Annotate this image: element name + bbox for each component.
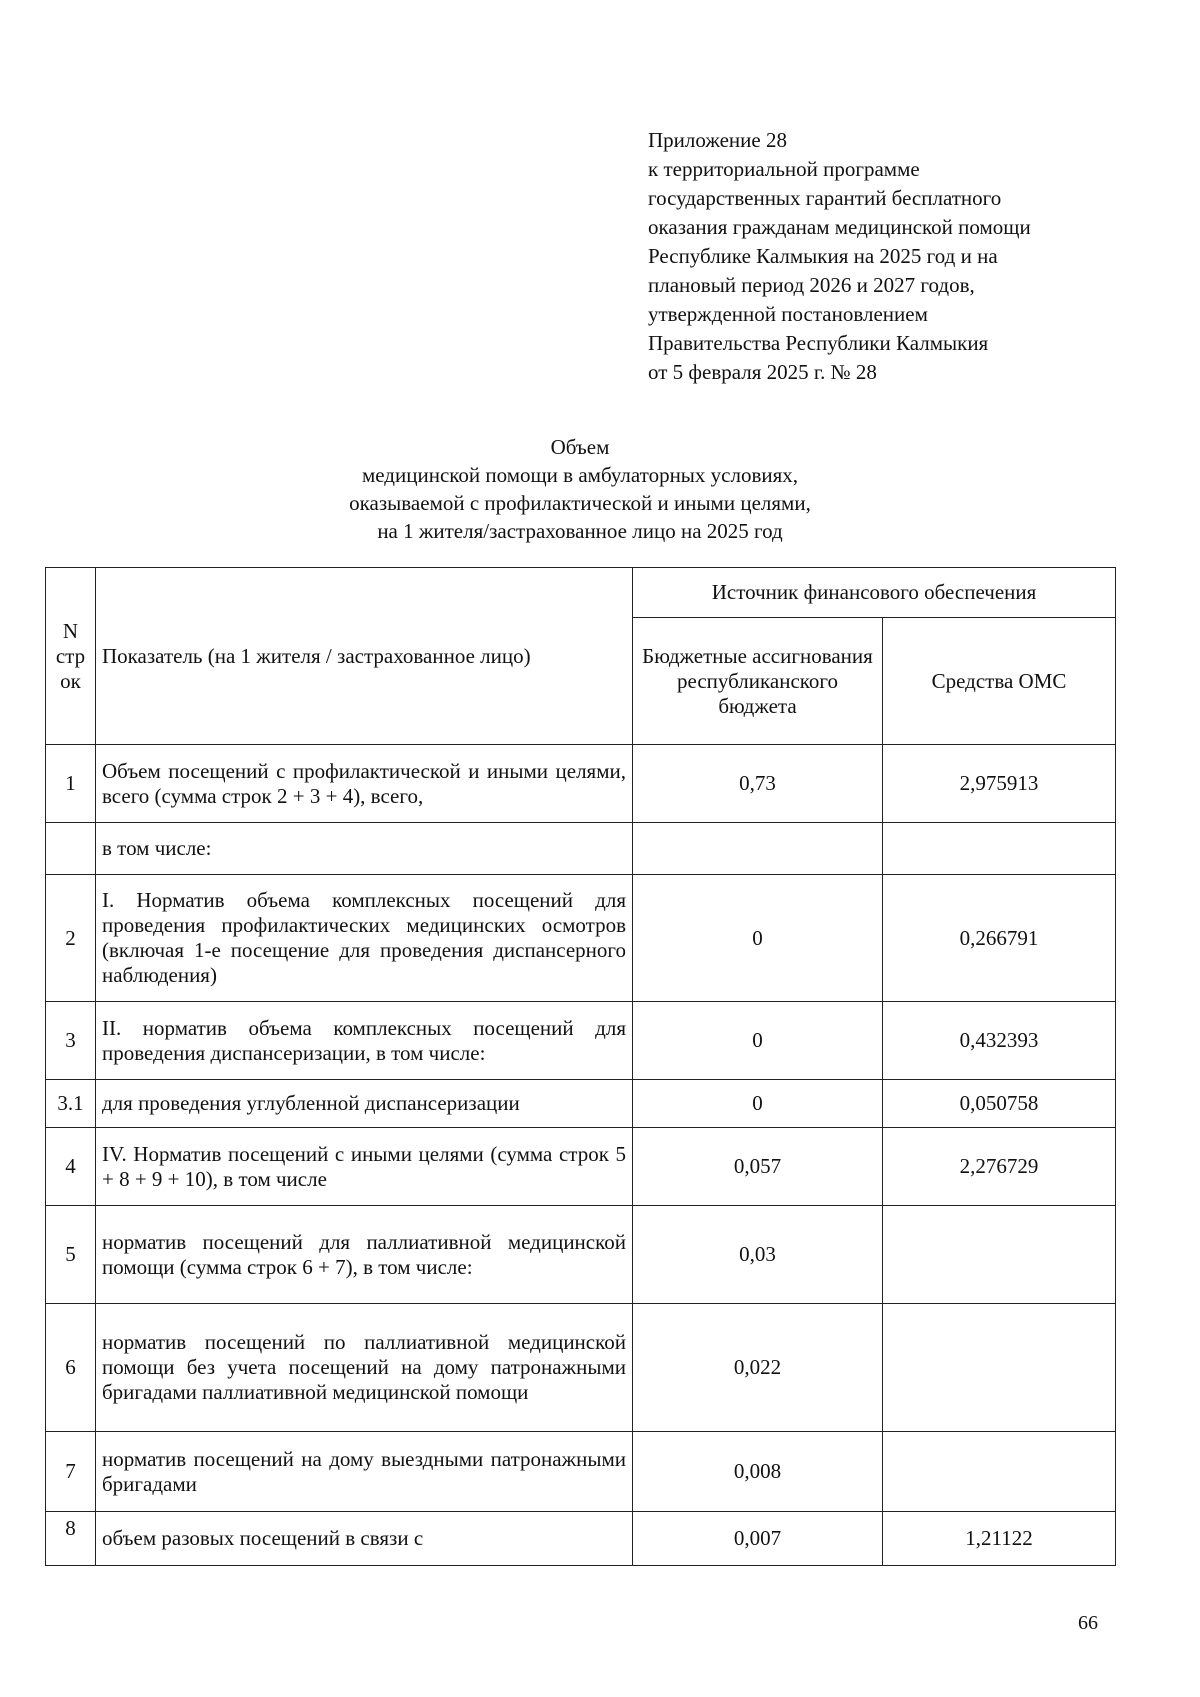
page-number: 66: [1078, 1612, 1098, 1634]
row-oms-value: 0,432393: [883, 1002, 1116, 1080]
row-indicator: в том числе:: [96, 823, 633, 875]
row-indicator: объем разовых посещений в связи с: [96, 1512, 633, 1566]
appendix-block: [648, 126, 1118, 387]
appendix-line: Правительства Республики Калмыкия: [648, 331, 989, 355]
appendix-line: плановый период 2026 и 2027 годов,: [648, 273, 975, 297]
appendix-line: оказания гражданам медицинской помощи: [648, 215, 1031, 239]
table-row: [46, 1304, 1116, 1432]
appendix-line: государственных гарантий бесплатного: [648, 186, 1002, 210]
row-number: 6: [46, 1304, 96, 1432]
title-line: Объем: [550, 435, 610, 459]
row-oms-value: 0,050758: [883, 1080, 1116, 1128]
table-header-row: [46, 568, 1116, 618]
header-row-number: N стр ок: [46, 568, 96, 745]
row-number: 8: [46, 1512, 96, 1566]
header-budget: Бюджетные ассигнования республиканского бюджета: [633, 618, 883, 745]
volume-table: [45, 567, 1116, 1566]
header-oms: Средства ОМС: [883, 618, 1116, 745]
row-budget-value: 0,007: [633, 1512, 883, 1566]
table-row: [46, 1002, 1116, 1080]
row-budget-value: 0,03: [633, 1206, 883, 1304]
appendix-line: Приложение 28: [648, 128, 787, 152]
document-title: [240, 433, 920, 545]
header-funding-source: Источник финансового обеспечения: [633, 568, 1116, 618]
row-indicator: Объем посещений с профилактической и иными целями, всего (сумма строк 2 + 3 + 4), всего,: [96, 745, 633, 823]
title-line: медицинской помощи в амбулаторных условиях,: [361, 463, 799, 487]
row-oms-value: [883, 1304, 1116, 1432]
row-number: 2: [46, 875, 96, 1002]
table-row: [46, 1206, 1116, 1304]
row-number: 4: [46, 1128, 96, 1206]
row-budget-value: 0,022: [633, 1304, 883, 1432]
row-budget-value: 0: [633, 1002, 883, 1080]
row-number: [46, 823, 96, 875]
row-budget-value: 0,057: [633, 1128, 883, 1206]
row-number: 3.1: [46, 1080, 96, 1128]
row-indicator: II. норматив объема комплексных посещений для проведения диспансеризации, в том числе:: [96, 1002, 633, 1080]
row-oms-value: 1,21122: [883, 1512, 1116, 1566]
row-budget-value: 0,008: [633, 1432, 883, 1512]
row-indicator: норматив посещений для паллиативной медицинской помощи (сумма строк 6 + 7), в том числе:: [96, 1206, 633, 1304]
row-oms-value: [883, 823, 1116, 875]
table-row: [46, 1512, 1116, 1566]
row-oms-value: 0,266791: [883, 875, 1116, 1002]
row-indicator: для проведения углубленной диспансеризации: [96, 1080, 633, 1128]
appendix-line: Республике Калмыкия на 2025 год и на: [648, 244, 998, 268]
row-budget-value: 0: [633, 1080, 883, 1128]
row-number: 7: [46, 1432, 96, 1512]
row-budget-value: [633, 823, 883, 875]
header-indicator: Показатель (на 1 жителя / застрахованное лицо): [96, 568, 633, 745]
row-oms-value: 2,276729: [883, 1128, 1116, 1206]
row-indicator: I. Норматив объема комплексных посещений для проведения профилактических медицинских осмотров (включая 1-е посещение для проведения диспансерного наблюдения): [96, 875, 633, 1002]
row-oms-value: [883, 1432, 1116, 1512]
row-number: 3: [46, 1002, 96, 1080]
title-line: на 1 жителя/застрахованное лицо на 2025 год: [377, 519, 783, 543]
appendix-line: к территориальной программе: [648, 157, 920, 181]
appendix-line: от 5 февраля 2025 г. № 28: [648, 360, 877, 384]
row-indicator: норматив посещений по паллиативной медицинской помощи без учета посещений на дому патронажными бригадами паллиативной медицинской помощи: [96, 1304, 633, 1432]
row-oms-value: 2,975913: [883, 745, 1116, 823]
row-indicator: IV. Норматив посещений с иными целями (сумма строк 5 + 8 + 9 + 10), в том числе: [96, 1128, 633, 1206]
row-number: 5: [46, 1206, 96, 1304]
row-number: 1: [46, 745, 96, 823]
row-indicator: норматив посещений на дому выездными патронажными бригадами: [96, 1432, 633, 1512]
table-row: [46, 823, 1116, 875]
table-row: [46, 875, 1116, 1002]
table-row: [46, 1080, 1116, 1128]
row-budget-value: 0: [633, 875, 883, 1002]
row-oms-value: [883, 1206, 1116, 1304]
appendix-line: утвержденной постановлением: [648, 302, 928, 326]
table-row: [46, 1128, 1116, 1206]
title-line: оказываемой с профилактической и иными целями,: [349, 491, 811, 515]
table-row: [46, 745, 1116, 823]
row-budget-value: 0,73: [633, 745, 883, 823]
table-row: [46, 1432, 1116, 1512]
